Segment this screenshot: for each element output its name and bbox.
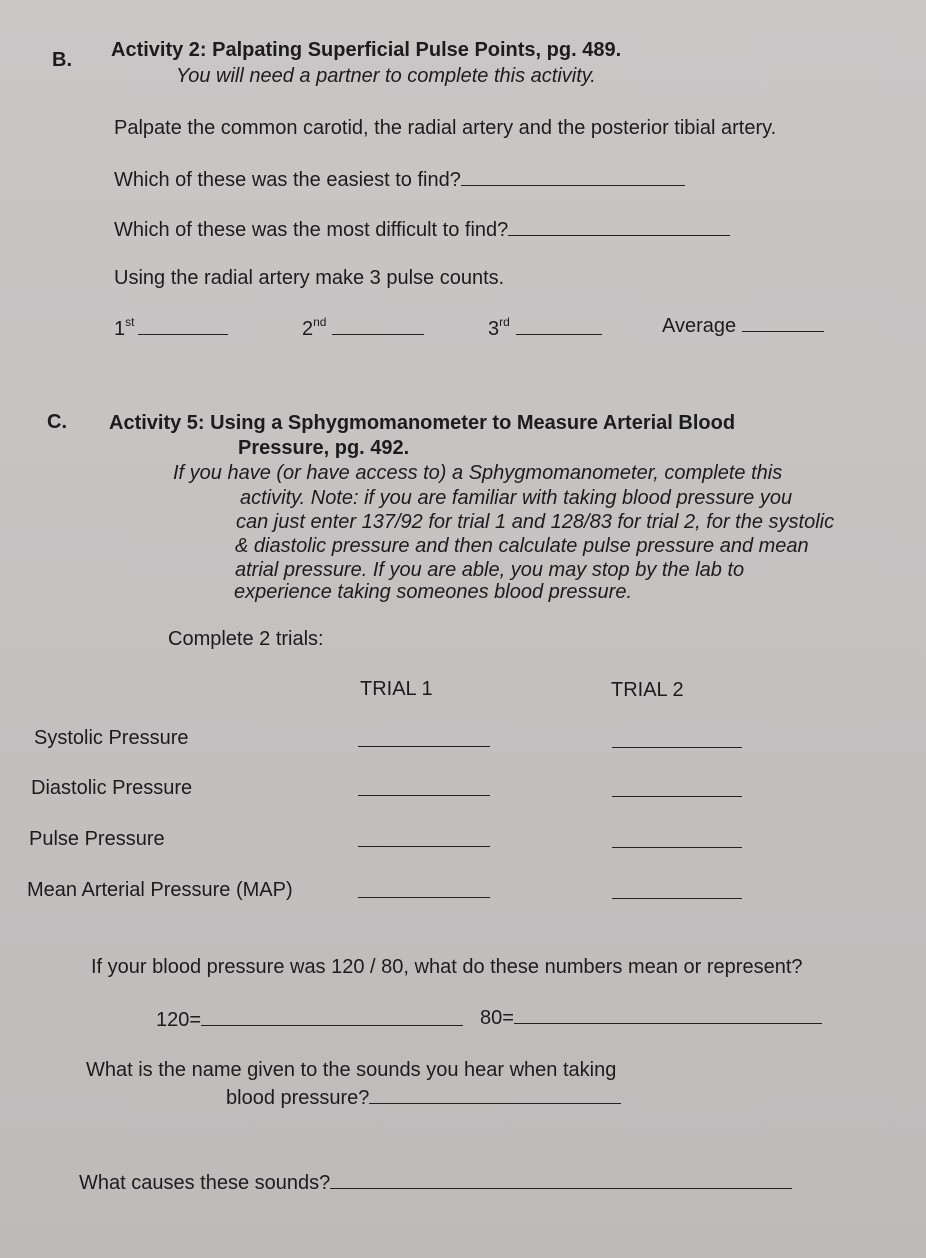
question-sounds-text: blood pressure?: [226, 1087, 370, 1109]
complete-trials-label: Complete 2 trials:: [168, 628, 324, 650]
count-second: [302, 316, 424, 339]
row-label-diastolic: Diastolic Pressure: [31, 777, 193, 799]
map-trial2-blank[interactable]: [612, 898, 742, 899]
count-first-blank[interactable]: [138, 333, 228, 335]
count-average-label: Average: [662, 315, 737, 337]
section-b-subtitle: You will need a partner to complete this activity.: [176, 65, 596, 87]
count-average-blank[interactable]: [742, 330, 824, 332]
answer-80-blank[interactable]: [514, 1022, 822, 1024]
note-line-6: experience taking someones blood pressure.: [234, 581, 633, 603]
count-second-blank[interactable]: [332, 333, 424, 335]
question-counts: Using the radial artery make 3 pulse counts.: [114, 267, 505, 289]
section-c-title-line2: Pressure, pg. 492.: [238, 437, 410, 459]
count-second-sup: nd: [313, 315, 327, 329]
note-line-1: If you have (or have access to) a Sphygmomanometer, complete this: [173, 462, 783, 484]
label-80: 80=: [480, 1007, 514, 1029]
question-bp-meaning: If your blood pressure was 120 / 80, what do these numbers mean or represent?: [91, 956, 803, 978]
question-difficult: [114, 220, 730, 240]
answer-easiest-blank[interactable]: [461, 184, 685, 186]
answer-causes-blank[interactable]: [330, 1187, 792, 1189]
answer-sounds-blank[interactable]: [369, 1102, 621, 1104]
section-b-letter: B.: [52, 49, 72, 71]
answer-difficult-blank[interactable]: [508, 234, 730, 236]
note-line-3: can just enter 137/92 for trial 1 and 128/83 for trial 2, for the systolic: [236, 511, 835, 533]
question-difficult-text: Which of these was the most difficult to find?: [114, 219, 509, 241]
answer-80: [480, 1008, 822, 1028]
question-sounds-line1: What is the name given to the sounds you hear when taking: [86, 1059, 617, 1081]
question-causes-text: What causes these sounds?: [79, 1172, 331, 1194]
question-easiest-text: Which of these was the easiest to find?: [114, 169, 461, 191]
count-third: [488, 316, 602, 339]
systolic-trial2-blank[interactable]: [612, 747, 742, 748]
count-third-label: 3: [488, 318, 500, 340]
note-line-4: & diastolic pressure and then calculate pulse pressure and mean: [235, 535, 809, 557]
count-third-blank[interactable]: [516, 333, 602, 335]
answer-120-blank[interactable]: [201, 1024, 463, 1026]
section-c-title-line1: Activity 5: Using a Sphygmomanometer to Measure Arterial Blood: [109, 412, 736, 434]
count-third-sup: rd: [499, 315, 510, 329]
diastolic-trial2-blank[interactable]: [612, 796, 742, 797]
count-second-label: 2: [302, 318, 314, 340]
row-label-pulse: Pulse Pressure: [29, 828, 165, 850]
question-causes: [79, 1173, 792, 1193]
section-c-letter: C.: [47, 411, 67, 433]
map-trial1-blank[interactable]: [358, 897, 490, 898]
section-b-title: Activity 2: Palpating Superficial Pulse Points, pg. 489.: [111, 39, 622, 61]
systolic-trial1-blank[interactable]: [358, 746, 490, 747]
count-average: [662, 316, 824, 336]
answer-120: [156, 1010, 463, 1030]
count-first-label: 1: [114, 318, 126, 340]
count-first-sup: st: [125, 315, 135, 329]
diastolic-trial1-blank[interactable]: [358, 795, 490, 796]
count-first: [114, 316, 228, 339]
note-line-5: atrial pressure. If you are able, you may stop by the lab to: [235, 559, 745, 581]
trial-1-header: TRIAL 1: [360, 678, 433, 700]
question-easiest: [114, 170, 685, 190]
row-label-systolic: Systolic Pressure: [34, 727, 189, 749]
note-line-2: activity. Note: if you are familiar with taking blood pressure you: [240, 487, 793, 509]
row-label-map: Mean Arterial Pressure (MAP): [27, 879, 293, 901]
label-120: 120=: [156, 1009, 202, 1031]
pulse-trial2-blank[interactable]: [612, 847, 742, 848]
question-sounds-line2: [226, 1088, 621, 1108]
section-b-instruction: Palpate the common carotid, the radial artery and the posterior tibial artery.: [114, 117, 777, 139]
trial-2-header: TRIAL 2: [611, 679, 684, 701]
pulse-trial1-blank[interactable]: [358, 846, 490, 847]
